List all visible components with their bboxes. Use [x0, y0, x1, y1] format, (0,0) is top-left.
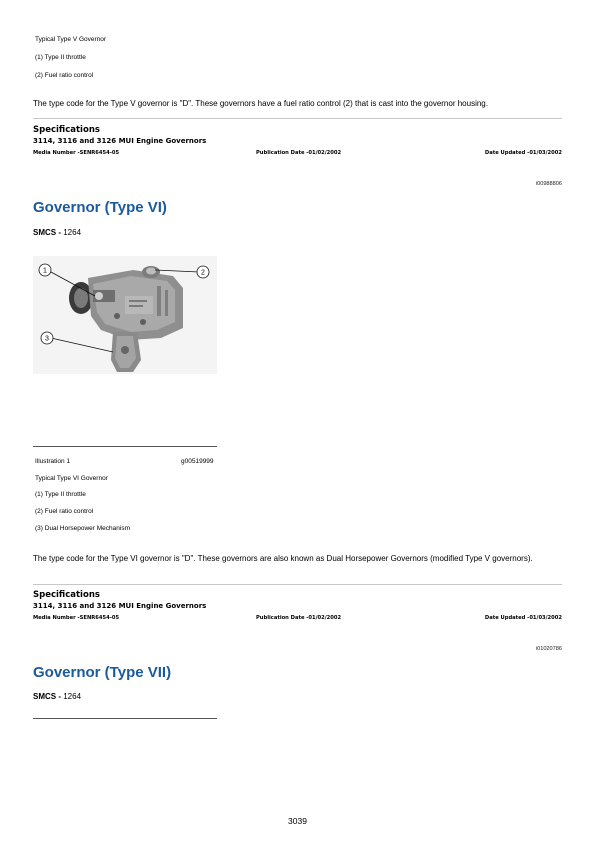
spec-title: Specifications	[33, 125, 100, 135]
list-item: (3) Dual Horsepower Mechanism	[35, 525, 131, 532]
callout-2	[197, 266, 209, 278]
smcs-value: 1264	[63, 692, 82, 701]
publication-date: Publication Date -01/02/2002	[256, 615, 342, 621]
callout-3	[41, 332, 53, 344]
figure-caption: Typical Type VI Governor	[35, 475, 108, 482]
divider	[33, 584, 562, 585]
divider	[33, 118, 562, 119]
governor-photo	[33, 256, 217, 374]
smcs-code	[33, 228, 81, 237]
section-heading: Governor (Type VI)	[33, 199, 167, 216]
page-number: 3039	[288, 816, 307, 826]
document-id: i01020786	[535, 646, 562, 652]
illustration-label: Illustration 1	[35, 458, 71, 465]
svg-text:2: 2	[201, 269, 205, 277]
illustration-divider	[33, 718, 217, 719]
smcs-value: 1264	[63, 228, 82, 237]
document-id: i00988806	[535, 181, 562, 187]
figure-caption: Typical Type V Governor	[35, 36, 107, 43]
spec-subtitle: 3114, 3116 and 3126 MUI Engine Governors	[33, 137, 207, 145]
smcs-code	[33, 692, 81, 701]
list-item: (2) Fuel ratio control	[35, 72, 94, 79]
date-updated: Date Updated -01/03/2002	[484, 150, 562, 156]
illustration-image	[33, 256, 217, 374]
date-updated: Date Updated -01/03/2002	[484, 615, 562, 621]
body-paragraph: The type code for the Type VI governor is "D". These governors are also known as Dual Horsepower Governors (modified Type V governors).	[33, 554, 533, 563]
section-heading: Governor (Type VII)	[33, 664, 172, 681]
list-item: (2) Fuel ratio control	[35, 508, 94, 515]
svg-text:3: 3	[45, 335, 49, 343]
callout-1	[39, 264, 51, 276]
list-item: (1) Type II throttle	[35, 491, 86, 498]
spec-subtitle: 3114, 3116 and 3126 MUI Engine Governors	[33, 602, 207, 610]
smcs-label: SMCS -	[33, 228, 61, 237]
list-item: (1) Type II throttle	[35, 54, 86, 61]
media-number: Media Number -SENR6454-05	[33, 150, 120, 156]
illustration-code: g00519999	[181, 458, 214, 465]
media-number: Media Number -SENR6454-05	[33, 615, 120, 621]
smcs-label: SMCS -	[33, 692, 61, 701]
body-paragraph: The type code for the Type V governor is "D". These governors have a fuel ratio control (2) that is cast into the governor housing.	[33, 99, 488, 108]
svg-text:1: 1	[43, 267, 47, 275]
spec-title: Specifications	[33, 590, 100, 600]
illustration-divider	[33, 446, 217, 447]
publication-date: Publication Date -01/02/2002	[256, 150, 342, 156]
